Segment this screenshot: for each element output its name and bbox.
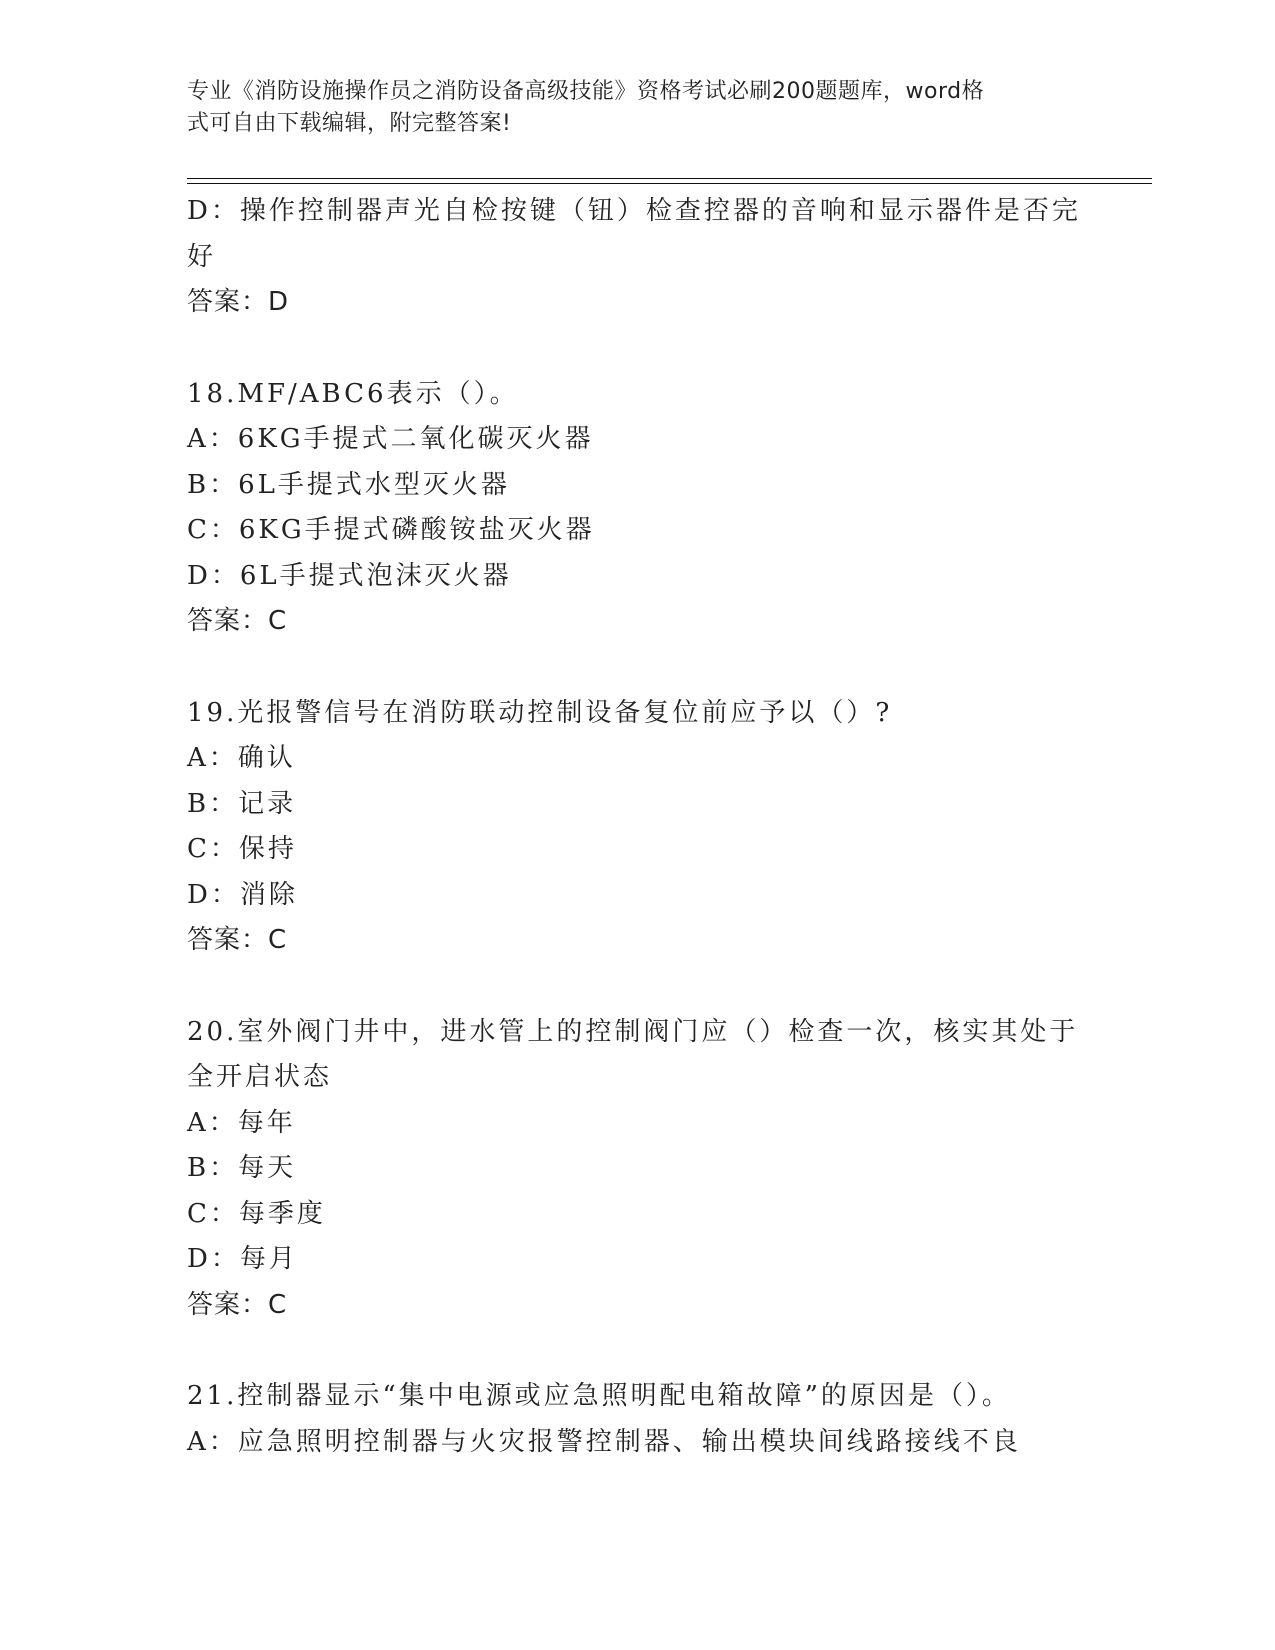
option-a: A：确认 [187,743,296,773]
spacer [187,1328,1087,1374]
option-c: C：每季度 [187,1198,326,1229]
question-18 [187,372,1087,645]
answer: 答案：C [187,606,288,636]
option-b: B：每天 [187,1153,297,1183]
option-c: C：保持 [187,834,297,864]
option-d-continued: 好 [187,241,217,272]
option-d: D：6L手提式泡沫灭火器 [187,560,512,591]
spacer [187,964,1087,1010]
question-text: 19.光报警信号在消防联动控制设备复位前应予以（）? [187,697,893,728]
question-21 [187,1374,1087,1465]
answer: 答案：C [187,1289,288,1320]
question-20 [187,1010,1087,1329]
option-a: A：应急照明控制器与火灾报警控制器、输出模块间线路接线不良 [187,1426,1021,1457]
document-header [187,76,1067,140]
option-c: C：6KG手提式磷酸铵盐灭火器 [187,515,595,545]
header-divider-top [187,178,1152,179]
option-a: A：每年 [187,1107,296,1138]
header-line-2: 式可自由下载编辑，附完整答案! [187,111,512,136]
document-body [187,189,1087,1465]
answer-17: 答案：D [187,287,290,317]
header-divider-bottom [187,183,1152,184]
option-b: B：6L手提式水型灭火器 [187,469,510,500]
option-d: D：每月 [187,1244,298,1274]
question-19 [187,691,1087,964]
header-line-1: 专业《消防设施操作员之消防设备高级技能》资格考试必刷200题题库，word格 [187,79,985,104]
option-b: B：记录 [187,788,297,819]
spacer [187,645,1087,691]
question-text: 20.室外阀门井中，进水管上的控制阀门应（）检查一次，核实其处于 [187,1016,1079,1047]
spacer [187,326,1087,372]
question-text-continued: 全开启状态 [187,1062,333,1092]
option-d: D：操作控制器声光自检按键（钮）检查控器的音响和显示器件是否完 [187,196,1081,226]
option-a: A：6KG手提式二氧化碳灭火器 [187,424,594,454]
question-text: 18.MF/ABC6表示（）。 [187,378,519,409]
question-text: 21.控制器显示“集中电源或应急照明配电箱故障”的原因是（）。 [187,1381,1011,1411]
answer: 答案：C [187,925,288,955]
option-d: D：消除 [187,879,298,910]
